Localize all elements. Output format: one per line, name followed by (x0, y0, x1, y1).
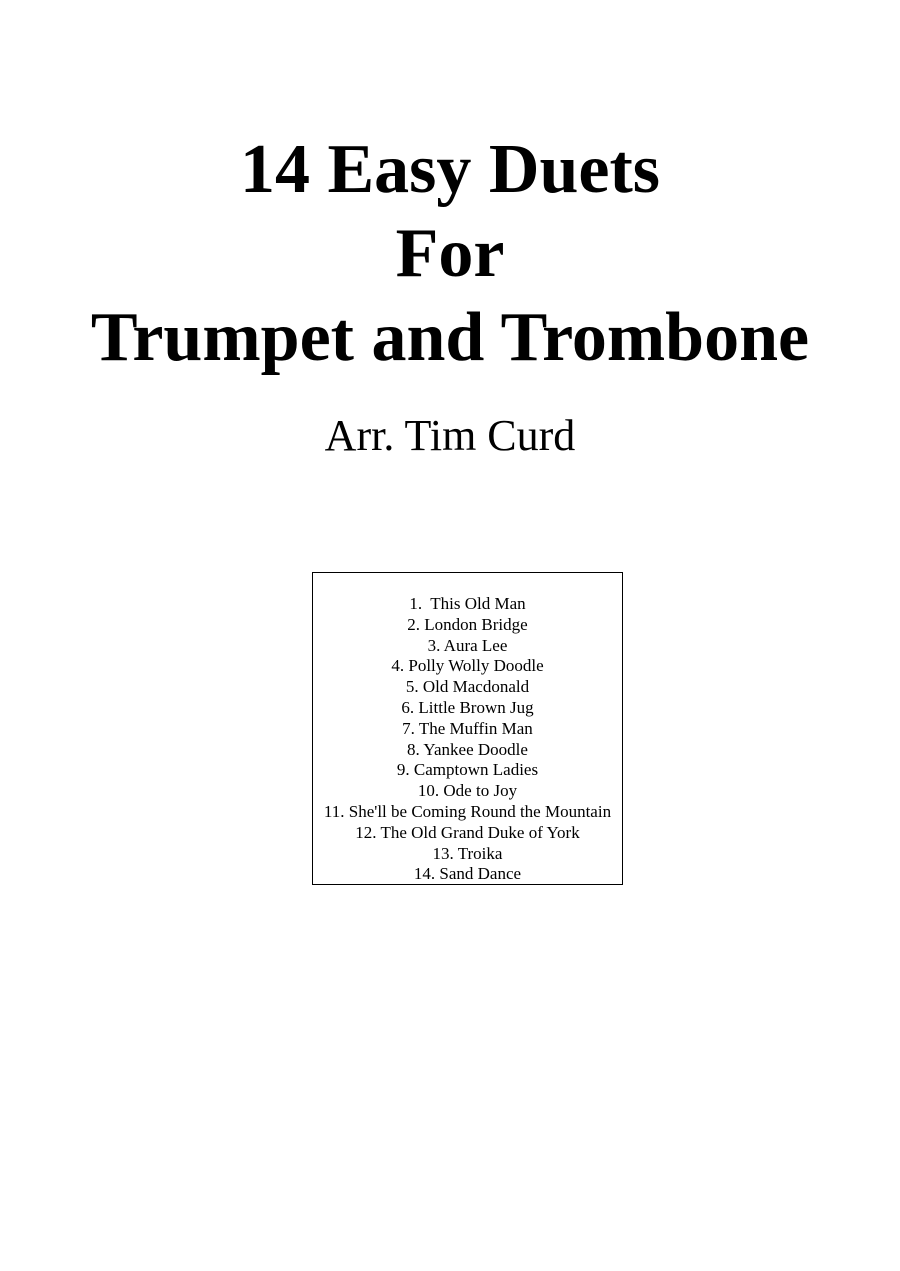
contents-item: 11. She'll be Coming Round the Mountain (323, 801, 612, 821)
contents-item: 13. Troika (432, 843, 503, 863)
contents-box (312, 572, 623, 885)
contents-item: 7. The Muffin Man (402, 718, 533, 738)
contents-item: 3. Aura Lee (427, 635, 508, 655)
contents-item: 6. Little Brown Jug (401, 697, 534, 717)
arranger-credit: Arr. Tim Curd (324, 411, 576, 460)
title-line-1: 14 Easy Duets (239, 131, 661, 208)
contents-item: 14. Sand Dance (413, 864, 522, 884)
contents-item: 2. London Bridge (407, 614, 528, 634)
contents-item: 1. This Old Man (409, 594, 526, 613)
contents-item: 5. Old Macdonald (405, 677, 530, 697)
title-line-3: Trumpet and Trombone (90, 299, 810, 376)
contents-item: 8. Yankee Doodle (407, 739, 528, 759)
title-line-2: For (395, 215, 505, 292)
contents-list (313, 594, 622, 885)
contents-item: 4. Polly Wolly Doodle (391, 656, 544, 676)
title-block (0, 128, 900, 380)
contents-item: 12. The Old Grand Duke of York (355, 822, 580, 842)
contents-item: 10. Ode to Joy (417, 781, 518, 801)
contents-item: 9. Camptown Ladies (396, 760, 539, 780)
